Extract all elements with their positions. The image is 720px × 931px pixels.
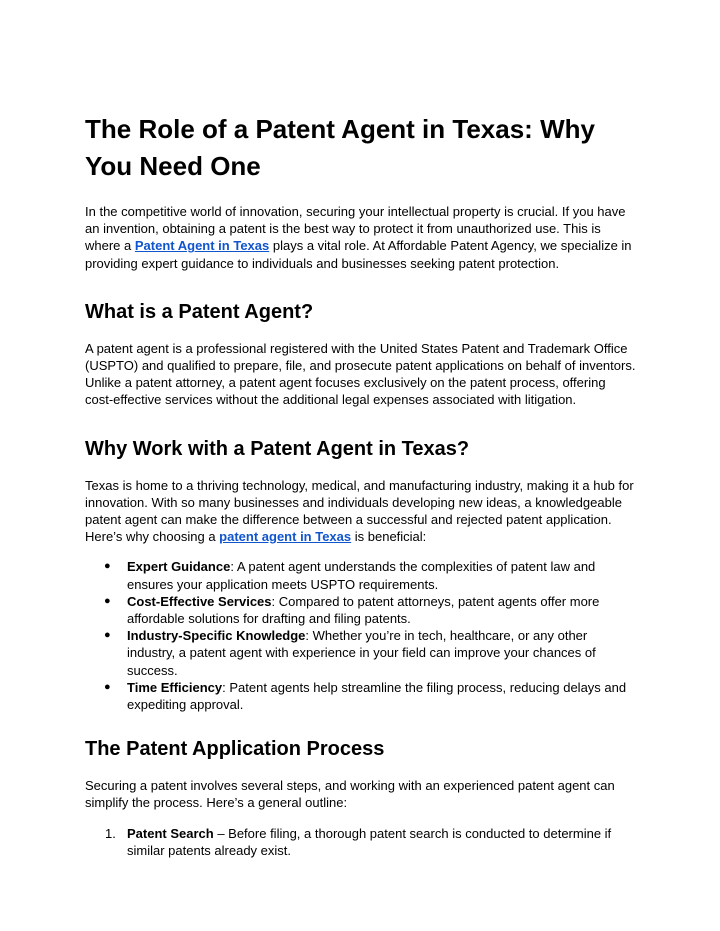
- bullet-icon: ●: [104, 560, 111, 573]
- why-paragraph: [85, 477, 637, 546]
- why-text-after: is beneficial:: [351, 529, 427, 545]
- list-item-label: Time Efficiency: [127, 679, 223, 695]
- process-heading: The Patent Application Process: [85, 738, 385, 761]
- list-item: [85, 627, 637, 679]
- patent-agent-in-texas-inline-link[interactable]: patent agent in Texas: [219, 529, 352, 545]
- why-heading: Why Work with a Patent Agent in Texas?: [85, 437, 470, 460]
- bullet-icon: ●: [104, 629, 111, 642]
- list-item-label: Patent Search: [127, 825, 214, 841]
- what-heading: What is a Patent Agent?: [85, 300, 314, 323]
- what-paragraph: A patent agent is a professional registered with the United States Patent and Trademark Office (USPTO) and qualified to prepare, file, and prosecute patent applications on behalf of inventors. Unlike a patent attorney, a patent agent focuses exclusively on the patent process, offering cost-effective services without the additional legal expenses associated with litigation.: [85, 340, 636, 408]
- list-item-label: Cost-Effective Services: [127, 593, 272, 609]
- process-steps-list: [85, 825, 637, 859]
- document-page: [85, 111, 637, 881]
- why-text-before: Texas is home to a thriving technology, medical, and manufacturing industry, making it a hub for innovation. With so many businesses and individuals developing new ideas, a knowledgeable patent agent can make the difference between a successful and rejected patent application. Here’s why choosing a: [85, 477, 634, 545]
- bullet-icon: ●: [104, 680, 111, 693]
- list-item-text: – Before filing, a thorough patent search is conducted to determine if similar patents already exist.: [127, 825, 612, 858]
- intro-text-after: plays a vital role. At Affordable Patent Agency, we specialize in providing expert guidance to individuals and businesses seeking patent protection.: [85, 238, 632, 271]
- list-item: [85, 558, 637, 592]
- list-item-label: Expert Guidance: [127, 559, 231, 575]
- intro-paragraph: [85, 203, 637, 272]
- process-paragraph: Securing a patent involves several steps, and working with an experienced patent agent can simplify the process. Here’s a general outline:: [85, 778, 615, 811]
- list-item: [85, 679, 637, 713]
- list-item-text: : Whether you’re in tech, healthcare, or any other industry, a patent agent with experience in your field can improve your chances of success.: [127, 628, 596, 678]
- list-item: [85, 825, 637, 859]
- list-item-text: : A patent agent understands the complexities of patent law and ensures your application meets USPTO requirements.: [127, 559, 596, 592]
- list-item-label: Industry-Specific Knowledge: [127, 628, 306, 644]
- intro-text-before: In the competitive world of innovation, securing your intellectual property is crucial. If you have an invention, obtaining a patent is the best way to protect it from unauthorized use. This is where a: [85, 204, 626, 254]
- patent-agent-in-texas-link[interactable]: Patent Agent in Texas: [134, 238, 270, 254]
- list-item: [85, 593, 637, 627]
- list-item-text: : Compared to patent attorneys, patent agents offer more affordable solutions for drafting and filing patents.: [127, 593, 600, 627]
- page-title: The Role of a Patent Agent in Texas: Why You Need One: [85, 114, 595, 181]
- bullet-icon: ●: [104, 594, 111, 607]
- benefits-list: [85, 558, 637, 713]
- step-number: 1.: [105, 825, 116, 841]
- list-item-text: : Patent agents help streamline the filing process, reducing delays and expediting approval.: [127, 679, 627, 713]
